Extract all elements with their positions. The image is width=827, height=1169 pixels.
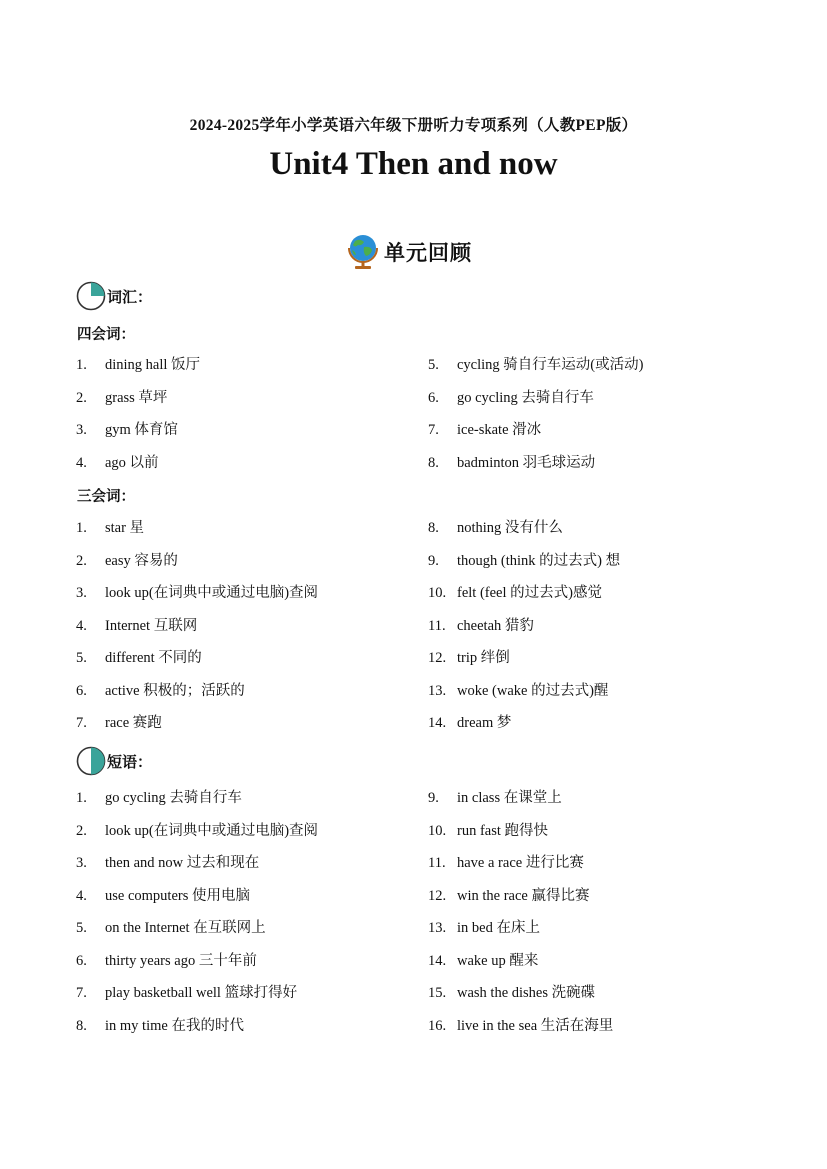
list-item: 12. trip 绊倒 bbox=[428, 650, 510, 666]
list-item: 11. have a race 进行比赛 bbox=[428, 855, 584, 871]
list-item: 4. use computers 使用电脑 bbox=[76, 888, 250, 904]
list-item: 1. go cycling 去骑自行车 bbox=[76, 790, 242, 806]
list-item: 2. grass 草坪 bbox=[76, 390, 168, 406]
list-item: 11. cheetah 猎豹 bbox=[428, 618, 534, 634]
list-item: 8. nothing 没有什么 bbox=[428, 520, 563, 536]
list-item: 14. wake up 醒来 bbox=[428, 953, 539, 969]
list-item: 5. on the Internet 在互联网上 bbox=[76, 920, 266, 936]
list-item: 4. ago 以前 bbox=[76, 455, 159, 471]
series-title: 2024-2025学年小学英语六年级下册听力专项系列（人教PEP版） bbox=[189, 117, 638, 134]
list-item: 1. dining hall 饭厅 bbox=[76, 357, 201, 373]
list-item: 5. different 不同的 bbox=[76, 650, 202, 666]
phrases-heading bbox=[76, 746, 152, 776]
unit-review-heading bbox=[346, 232, 472, 272]
list-item: 7. race 赛跑 bbox=[76, 715, 162, 731]
list-item: 8. badminton 羽毛球运动 bbox=[428, 455, 596, 471]
list-item: 3. then and now 过去和现在 bbox=[76, 855, 260, 871]
list-item: 3. gym 体育馆 bbox=[76, 422, 178, 438]
four-skill-words-label: 四会词： bbox=[77, 327, 135, 343]
vocab-label: 词汇： bbox=[107, 287, 153, 306]
pie-progress-icon bbox=[76, 281, 106, 311]
list-item: 10. run fast 跑得快 bbox=[428, 823, 549, 839]
list-item: 7. ice-skate 滑冰 bbox=[428, 422, 542, 438]
list-item: 10. felt (feel 的过去式)感觉 bbox=[428, 585, 602, 601]
list-item: 8. in my time 在我的时代 bbox=[76, 1018, 244, 1034]
list-item: 9. though (think 的过去式) 想 bbox=[428, 553, 621, 569]
list-item: 1. star 星 bbox=[76, 520, 145, 536]
vocab-heading bbox=[76, 281, 152, 311]
list-item: 13. woke (wake 的过去式)醒 bbox=[428, 683, 609, 699]
list-item: 15. wash the dishes 洗碗碟 bbox=[428, 985, 596, 1001]
list-item: 2. easy 容易的 bbox=[76, 553, 178, 569]
list-item: 4. Internet 互联网 bbox=[76, 618, 198, 634]
review-label: 单元回顾 bbox=[384, 241, 472, 265]
list-item: 13. in bed 在床上 bbox=[428, 920, 540, 936]
list-item: 16. live in the sea 生活在海里 bbox=[428, 1018, 614, 1034]
three-skill-words-label: 三会词： bbox=[77, 489, 135, 505]
list-item: 5. cycling 骑自行车运动(或活动) bbox=[428, 357, 644, 373]
list-item: 6. go cycling 去骑自行车 bbox=[428, 390, 594, 406]
list-item: 14. dream 梦 bbox=[428, 715, 512, 731]
list-item: 6. thirty years ago 三十年前 bbox=[76, 953, 257, 969]
unit-title: Unit4 Then and now bbox=[269, 146, 558, 182]
list-item: 12. win the race 赢得比赛 bbox=[428, 888, 590, 904]
list-item: 2. look up(在词典中或通过电脑)查阅 bbox=[76, 823, 319, 839]
list-item: 3. look up(在词典中或通过电脑)查阅 bbox=[76, 585, 319, 601]
list-item: 6. active 积极的；活跃的 bbox=[76, 683, 245, 699]
phrases-label: 短语： bbox=[107, 752, 153, 771]
list-item: 9. in class 在课堂上 bbox=[428, 790, 562, 806]
list-item: 7. play basketball well 篮球打得好 bbox=[76, 985, 298, 1001]
globe-icon bbox=[346, 232, 380, 272]
pie-progress-icon bbox=[76, 746, 106, 776]
